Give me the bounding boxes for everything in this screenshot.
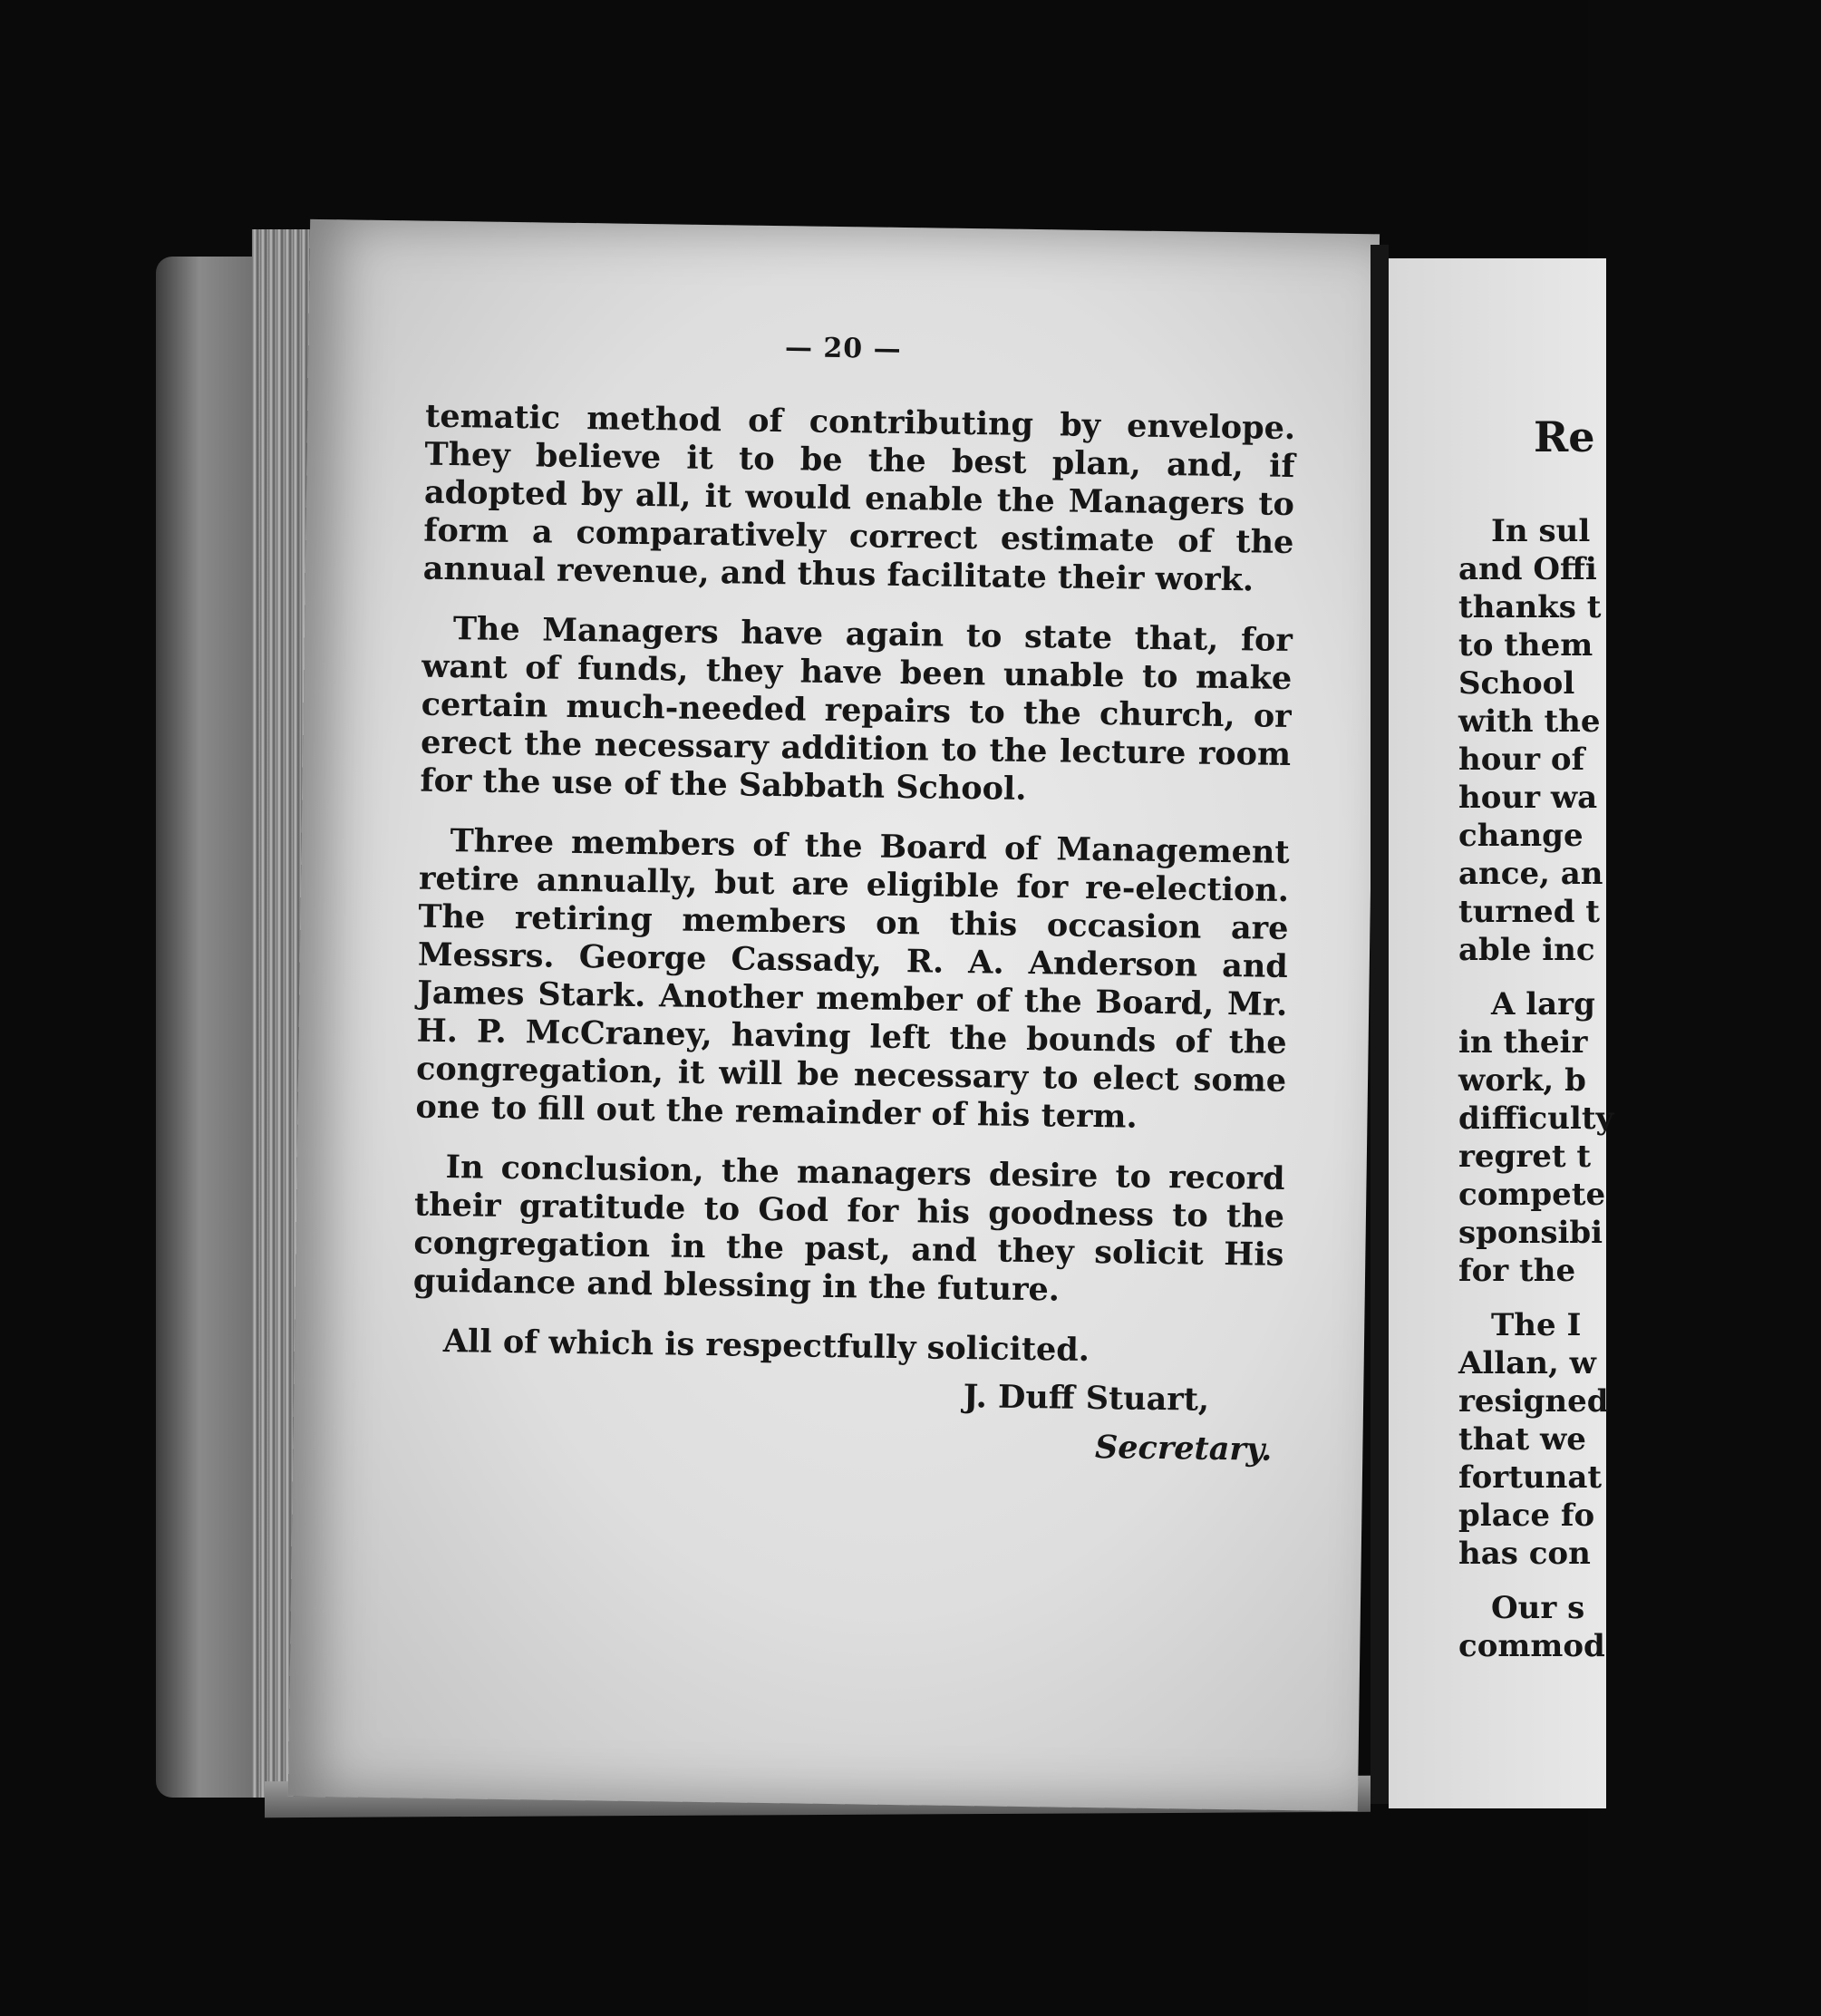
right-page-line: resigned xyxy=(1458,1383,1609,1420)
paragraph: The Managers have again to state that, for want of funds, they have been unable to make certain much-needed repairs to the church, or erect the necessary addition to the lecture room for the use of the Sabbath School. xyxy=(420,610,1293,808)
right-page-line: work, b xyxy=(1458,1062,1586,1099)
left-page xyxy=(288,219,1380,1811)
closing-line: All of which is respectfully solicited. xyxy=(442,1323,1090,1369)
book-cover-edge xyxy=(156,257,265,1798)
right-page-line: The I xyxy=(1491,1307,1582,1343)
signature-name: J. Duff Stuart, xyxy=(963,1378,1210,1419)
right-page-line: able inc xyxy=(1458,932,1595,968)
signature-block xyxy=(411,1365,1282,1475)
right-page-line: In sul xyxy=(1491,513,1591,549)
right-page-line: thanks t xyxy=(1458,589,1602,625)
right-page-line: place fo xyxy=(1458,1497,1595,1534)
right-page-line: hour of xyxy=(1458,741,1585,778)
right-page-line: compete xyxy=(1458,1177,1606,1213)
right-page-line: to them xyxy=(1458,627,1593,664)
right-page-line: sponsibi xyxy=(1458,1215,1603,1251)
right-page-line: has con xyxy=(1458,1536,1591,1572)
body-text xyxy=(412,398,1296,1372)
right-page-line: A larg xyxy=(1491,986,1595,1023)
paragraph: In conclusion, the managers desire to record their gratitude to God for his goodness to the congregation in the past, and they solicit His guidance and blessing in the future. xyxy=(412,1149,1285,1309)
right-page-line: Our s xyxy=(1491,1590,1585,1626)
right-page-line: for the xyxy=(1458,1253,1576,1289)
right-page-heading: Re xyxy=(1534,412,1595,461)
right-page-line: commod xyxy=(1458,1628,1605,1664)
right-page-text xyxy=(1458,512,1821,1665)
right-page-line: difficulty xyxy=(1458,1100,1614,1137)
right-page xyxy=(1389,258,1614,1808)
right-page-line: hour wa xyxy=(1458,780,1598,816)
paragraph: tematic method of contributing by envelope. They believe it to be the best plan, and, if adopted by all, it would enable the Managers to form a comparatively correct estimate of the annual revenue, and thus facilitate their work. xyxy=(422,397,1296,599)
right-page-line: regret t xyxy=(1458,1139,1592,1175)
right-page-line: in their xyxy=(1458,1024,1588,1061)
right-page-line: School xyxy=(1458,665,1575,702)
right-page-line: Allan, w xyxy=(1458,1345,1596,1381)
right-page-line: fortunat xyxy=(1458,1459,1603,1496)
right-page-line: turned t xyxy=(1458,894,1601,930)
right-page-line: that we xyxy=(1458,1421,1586,1458)
paragraph: Three members of the Board of Management retire annually, but are eligible for re-election. The retiring members on this occasion are Messrs. George Cassady, R. A. Anderson and James Stark. Another member of the Board, Mr. H. P. McCraney, having left the bounds of the congregation, it will be necessary to elect some one to fill out the remainder of his term. xyxy=(415,822,1290,1136)
signature-title: Secretary. xyxy=(1094,1429,1273,1468)
right-page-line: change xyxy=(1458,818,1584,854)
right-page-line: ance, an xyxy=(1458,856,1603,892)
right-page-line: with the xyxy=(1458,703,1601,740)
book-gutter xyxy=(1371,245,1389,1804)
right-page-line: and Offi xyxy=(1458,551,1597,587)
page-number: — 20 — xyxy=(784,332,902,365)
